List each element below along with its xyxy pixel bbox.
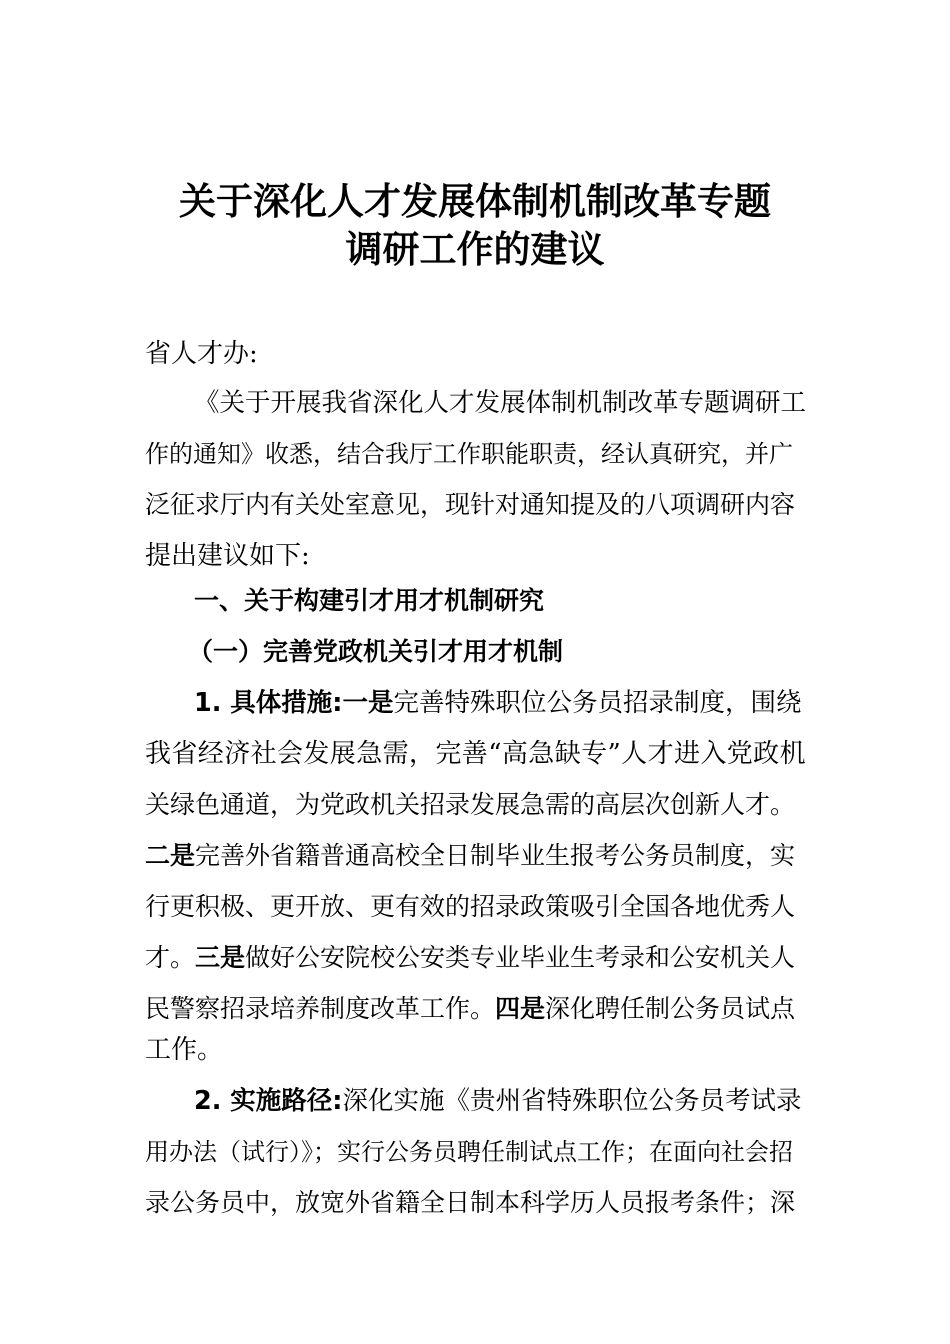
item-2-line-1-text: 深化实施《贵州省特殊职位公务员考试录: [342, 1086, 802, 1116]
item-2-line-2: 用办法（试行）》；实行公务员聘任制试点工作；在面向社会招: [145, 1138, 793, 1166]
item-1-line-4-text: 完善外省籍普通高校全日制毕业生报考公务员制度，实: [195, 841, 796, 870]
marker-two: 二是: [145, 841, 196, 870]
item-2-line-1: [194, 1084, 802, 1118]
item-1-line-1-text: 完善特殊职位公务员招录制度，围绕: [393, 688, 802, 718]
intro-line-3: 泛征求厅内有关处室意见，现针对通知提及的八项调研内容: [145, 490, 796, 519]
item-1-label: 1. 具体措施:: [194, 688, 343, 718]
salutation: 省人才办:: [145, 339, 258, 369]
marker-one: 一是: [342, 688, 394, 718]
subsection-heading: （一）完善党政机关引才用才机制: [188, 637, 564, 666]
item-1-line-1: [194, 686, 802, 720]
intro-line-1: 《关于开展我省深化人才发展体制机制改革专题调研工: [194, 388, 807, 418]
item-1-line-7-text: 深化聘任制公务员试点: [545, 994, 796, 1023]
item-1-line-2: 我省经济社会发展急需，完善“高急缺专”人才进入党政机: [145, 739, 806, 769]
item-1-line-3: 关绿色通道，为党政机关招录发展急需的高层次创新人才。: [145, 790, 796, 819]
marker-three: 三是: [195, 943, 246, 972]
marker-four: 四是: [495, 994, 546, 1023]
item-2-label: 2. 实施路径:: [194, 1086, 343, 1116]
document-title-line-2: 调研工作的建议: [345, 228, 605, 271]
item-1-line-7: [145, 992, 795, 1026]
item-1-line-4: [145, 839, 795, 873]
item-1-line-6-text: 做好公安院校公安类专业毕业生考录和公安机关人: [245, 943, 796, 972]
section-heading: 一、关于构建引才用才机制研究: [194, 586, 545, 615]
document-title-line-1: 关于深化人才发展体制机制改革专题: [179, 180, 771, 223]
item-1-line-8: 工作。: [145, 1035, 224, 1065]
intro-line-4: 提出建议如下:: [145, 541, 310, 571]
item-2-line-3: 录公务员中，放宽外省籍全日制本科学历人员报考条件；深: [145, 1188, 796, 1217]
item-1-line-7-prefix: 民警察招录培养制度改革工作。: [145, 994, 496, 1023]
item-1-line-5: 行更积极、更开放、更有效的招录政策吸引全国各地优秀人: [145, 892, 796, 921]
item-1-line-6: [145, 941, 795, 975]
item-1-line-6-prefix: 才。: [145, 943, 196, 972]
intro-line-2: 作的通知》收悉，结合我厅工作职能职责，经认真研究，并广: [145, 440, 793, 468]
